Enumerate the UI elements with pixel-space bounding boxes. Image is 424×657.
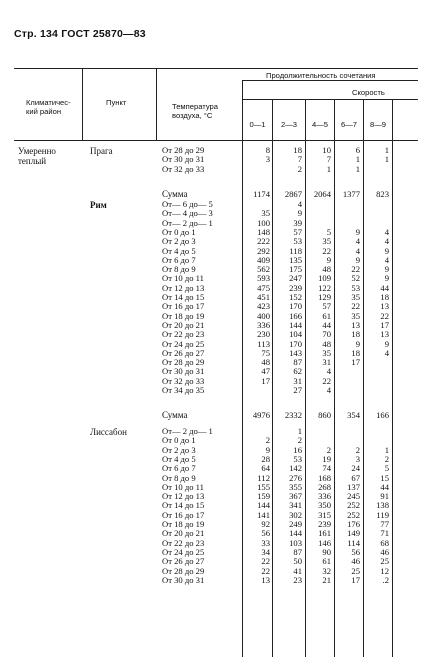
cell-value: 10 (322, 145, 331, 155)
cell-value: 46 (380, 546, 389, 557)
cell-value: 39 (293, 217, 302, 228)
temperature-range: От— 4 до— 3 (162, 208, 213, 219)
temperature-range: От 4 до 5 (162, 453, 196, 464)
temperature-range: От 28 до 29 (162, 357, 205, 368)
cell-value: 3 (355, 453, 360, 464)
cell-value: 168 (318, 472, 331, 483)
cell-value: 12 (380, 565, 389, 576)
cell-value: 22 (351, 264, 360, 275)
cell-value: 119 (376, 509, 389, 520)
col-divider-2 (156, 68, 157, 140)
cell-value: 9 (265, 444, 270, 455)
cell-value: 44 (322, 319, 331, 330)
cell-value: 276 (289, 472, 302, 483)
temperature-range: От 20 до 21 (162, 528, 205, 539)
cell-value: 367 (289, 491, 302, 502)
cell-value: 175 (289, 264, 302, 275)
cell-value: 35 (261, 208, 270, 219)
cell-value: 2 (265, 435, 270, 446)
cell-value: 249 (289, 519, 302, 529)
cell-value: 166 (289, 310, 302, 321)
cell-value: 149 (347, 528, 360, 539)
cell-value: 336 (318, 491, 331, 502)
temperature-range: От 18 до 19 (162, 519, 205, 529)
temperature-range: От— 6 до— 5 (162, 199, 213, 209)
temperature-range: От 12 до 13 (162, 282, 205, 293)
cell-value: 56 (351, 546, 360, 557)
cell-value: 562 (257, 264, 270, 275)
cell-value: 170 (289, 338, 302, 349)
city-name: Лиссабон (90, 427, 127, 437)
temperature-range: От— 2 до— 1 (162, 426, 213, 436)
cell-value: 87 (293, 546, 302, 557)
cell-value: 22 (351, 301, 360, 312)
cell-value: 104 (289, 329, 302, 340)
cell-value: 239 (289, 282, 302, 293)
sum-value: 4976 (252, 410, 270, 421)
cell-value: 9 (297, 208, 302, 219)
cell-value: 34 (261, 546, 270, 557)
cell-value: 13 (380, 301, 389, 312)
cell-value: 92 (261, 519, 270, 529)
cell-value: 122 (318, 282, 331, 293)
temperature-range: От 28 до 29 (162, 145, 205, 155)
cell-value: 57 (322, 301, 331, 312)
temperature-range: От 16 до 17 (162, 509, 205, 520)
col-divider-3 (242, 80, 243, 657)
cell-value: 161 (318, 528, 331, 539)
head-temperature: Температура воздуха, °С (172, 102, 218, 120)
temperature-range: От 26 до 27 (162, 347, 205, 358)
temperature-range: От 14 до 15 (162, 292, 205, 302)
head-region: Климатичес- кий район (26, 98, 71, 116)
cell-value: 15 (380, 472, 389, 483)
cell-value: 70 (322, 329, 331, 340)
cell-value: 146 (318, 537, 331, 548)
sum-value: 166 (376, 410, 389, 421)
cell-value: 112 (257, 472, 270, 483)
cell-value: 113 (257, 338, 270, 349)
cell-value: 28 (261, 453, 270, 464)
cell-value: 143 (289, 347, 302, 358)
cell-value: 9 (384, 245, 389, 256)
cell-value: 118 (289, 245, 302, 256)
cell-value: 35 (351, 292, 360, 302)
head-point: Пункт (106, 98, 127, 107)
speed-col-3: 4—5 (311, 120, 329, 129)
temperature-range: От 0 до 1 (162, 435, 196, 446)
cell-value: 71 (380, 528, 389, 539)
cell-value: 91 (380, 491, 389, 502)
cell-value: 87 (293, 357, 302, 368)
temperature-range: От 10 до 11 (162, 273, 204, 284)
cell-value: 4 (326, 385, 331, 395)
temperature-range: От 22 до 23 (162, 537, 205, 548)
cell-value: 350 (318, 500, 331, 511)
cell-value: 1 (355, 163, 360, 174)
cell-value: 129 (318, 292, 331, 302)
cell-value: 341 (289, 500, 302, 511)
cell-value: 176 (347, 519, 360, 529)
temperature-range: От 32 до 33 (162, 163, 205, 174)
cell-value: 268 (318, 481, 331, 492)
cell-value: 2 (297, 435, 302, 446)
temperature-range: От 24 до 25 (162, 546, 205, 557)
temperature-range: От 26 до 27 (162, 556, 205, 567)
cell-value: 32 (322, 565, 331, 576)
cell-value: 409 (257, 254, 270, 265)
cell-value: 9 (355, 338, 360, 349)
cell-value: 44 (380, 282, 389, 293)
cell-value: 25 (351, 565, 360, 576)
cell-value: 423 (257, 301, 270, 312)
cell-value: 35 (351, 310, 360, 321)
cell-value: 52 (351, 273, 360, 284)
sum-value: 1174 (253, 188, 270, 199)
temperature-range: От 28 до 29 (162, 565, 205, 576)
cell-value: 18 (351, 329, 360, 340)
speed-col-5: 8—9 (369, 120, 387, 129)
cell-value: 53 (351, 282, 360, 293)
temperature-range: От 2 до 3 (162, 236, 196, 247)
cell-value: 35 (322, 347, 331, 358)
cell-value: 22 (322, 245, 331, 256)
sum-value: 2064 (313, 188, 331, 199)
cell-value: 1 (326, 163, 331, 174)
cell-value: 53 (293, 453, 302, 464)
cell-value: 2 (355, 444, 360, 455)
sum-value: 2332 (284, 410, 302, 421)
speed-col-4: 6—7 (340, 120, 358, 129)
cell-value: 155 (257, 481, 270, 492)
cell-value: 239 (318, 519, 331, 529)
speed-col-1: 0—1 (249, 120, 266, 129)
cell-value: 302 (289, 509, 302, 520)
cell-value: 48 (322, 338, 331, 349)
cell-value: 48 (322, 264, 331, 275)
cell-value: 170 (289, 301, 302, 312)
cell-value: 35 (322, 236, 331, 247)
cell-value: 75 (261, 347, 270, 358)
cell-value: 475 (257, 282, 270, 293)
temperature-range: От 16 до 17 (162, 301, 205, 312)
cell-value: 44 (380, 481, 389, 492)
cell-value: 18 (351, 347, 360, 358)
cell-value: 17 (261, 375, 270, 386)
cell-value: 47 (261, 366, 270, 377)
head-duration: Продолжительность сочетания (266, 71, 376, 80)
cell-value: 114 (347, 537, 360, 548)
cell-value: 27 (293, 385, 302, 395)
page-header: Стр. 134 ГОСТ 25870—83 (14, 28, 146, 40)
cell-value: 46 (351, 556, 360, 567)
temperature-range: От 4 до 5 (162, 245, 196, 256)
cell-value: 4 (384, 347, 389, 358)
head-bottom-rule (14, 140, 418, 141)
cell-value: 62 (293, 366, 302, 377)
cell-value: 57 (293, 226, 302, 237)
col-divider-8 (392, 99, 393, 657)
cell-value: 25 (380, 556, 389, 567)
cell-value: 247 (289, 273, 302, 284)
temperature-range: От 12 до 13 (162, 491, 205, 502)
cell-value: 74 (322, 463, 331, 474)
temperature-range: От 30 до 31 (162, 574, 205, 585)
temperature-range: От 24 до 25 (162, 338, 205, 349)
cell-value: 148 (257, 226, 270, 237)
cell-value: 13 (261, 574, 270, 585)
cell-value: 18 (293, 145, 302, 155)
cell-value: 61 (322, 310, 331, 321)
cell-value: 144 (257, 500, 270, 511)
sum-value: 354 (347, 410, 360, 421)
cell-value: 4 (384, 236, 389, 247)
cell-value: 31 (322, 357, 331, 368)
cell-value: 22 (322, 375, 331, 386)
cell-value: 144 (289, 528, 302, 539)
cell-value: 142 (289, 463, 302, 474)
cell-value: 1 (384, 444, 389, 455)
sum-value: 823 (376, 188, 389, 199)
cell-value: 1 (384, 154, 389, 165)
cell-value: 2 (326, 444, 331, 455)
cell-value: 4 (297, 199, 302, 209)
cell-value: 21 (322, 574, 331, 585)
temperature-range: От 2 до 3 (162, 444, 196, 455)
temperature-range: От 10 до 11 (162, 481, 204, 492)
sum-value: 1377 (342, 188, 360, 199)
cell-value: 5 (326, 226, 331, 237)
temperature-range: От— 2 до— 1 (162, 217, 213, 228)
cell-value: 137 (347, 481, 360, 492)
temperature-range: От 20 до 21 (162, 319, 205, 330)
cell-value: 135 (289, 254, 302, 265)
cell-value: 3 (265, 154, 270, 165)
cell-value: 222 (257, 236, 270, 247)
cell-value: 144 (289, 319, 302, 330)
cell-value: 103 (289, 537, 302, 548)
cell-value: 1 (355, 154, 360, 165)
cell-value: 68 (380, 537, 389, 548)
cell-value: 48 (261, 357, 270, 368)
cell-value: 64 (261, 463, 270, 474)
cell-value: 22 (380, 310, 389, 321)
cell-value: 22 (261, 565, 270, 576)
cell-value: 7 (297, 154, 302, 165)
temperature-range: От 8 до 9 (162, 264, 196, 275)
sum-value: 860 (318, 410, 331, 421)
cell-value: 24 (351, 463, 360, 474)
cell-value: 451 (257, 292, 270, 302)
cell-value: 33 (261, 537, 270, 548)
cell-value: 593 (257, 273, 270, 284)
cell-value: 400 (257, 310, 270, 321)
cell-value: 152 (289, 292, 302, 302)
cell-value: 252 (347, 500, 360, 511)
cell-value: 9 (355, 254, 360, 265)
cell-value: 61 (322, 556, 331, 567)
temperature-range: От 6 до 7 (162, 463, 196, 474)
cell-value: 9 (326, 254, 331, 265)
cell-value: 17 (351, 357, 360, 368)
cell-value: 50 (293, 556, 302, 567)
cell-value: 7 (326, 154, 331, 165)
cell-value: 315 (318, 509, 331, 520)
cell-value: 245 (347, 491, 360, 502)
temperature-range: От 34 до 35 (162, 385, 205, 395)
cell-value: 9 (384, 338, 389, 349)
cell-value: 17 (351, 574, 360, 585)
head-speed: Скорость (352, 88, 385, 97)
col-divider-1 (82, 68, 83, 140)
cell-value: 18 (380, 292, 389, 302)
cell-value: 230 (257, 329, 270, 340)
cell-value: 22 (261, 556, 270, 567)
cell-value: 53 (293, 236, 302, 247)
duration-rule (242, 80, 418, 81)
cell-value: 4 (355, 245, 360, 256)
cell-value: 13 (351, 319, 360, 330)
speed-col-2: 2—3 (280, 120, 298, 129)
cell-value: 4 (384, 254, 389, 265)
cell-value: 19 (322, 453, 331, 464)
cell-value: 159 (257, 491, 270, 502)
cell-value: 4 (326, 366, 331, 377)
cell-value: 1 (384, 145, 389, 155)
cell-value: 17 (380, 319, 389, 330)
cell-value: 13 (380, 329, 389, 340)
cell-value: 41 (293, 565, 302, 576)
city-name: Рим (90, 200, 107, 210)
cell-value: 4 (355, 236, 360, 247)
cell-value: 67 (351, 472, 360, 483)
cell-value: 336 (257, 319, 270, 330)
cell-value: 9 (384, 273, 389, 284)
temperature-range: От 14 до 15 (162, 500, 205, 511)
cell-value: 141 (257, 509, 270, 520)
temperature-range: От 22 до 23 (162, 329, 205, 340)
col-divider-4 (272, 99, 273, 657)
temperature-range: От 0 до 1 (162, 226, 196, 237)
cell-value: 2 (297, 163, 302, 174)
temperature-range: От 30 до 31 (162, 366, 205, 377)
cell-value: 100 (257, 217, 270, 228)
temperature-range: От 8 до 9 (162, 472, 196, 483)
cell-value: 4 (384, 226, 389, 237)
temperature-range: От 18 до 19 (162, 310, 205, 321)
sum-label: Сумма (162, 410, 188, 421)
cell-value: 138 (376, 500, 389, 511)
temperature-range: От 32 до 33 (162, 375, 205, 386)
cell-value: 5 (384, 463, 389, 474)
cell-value: 355 (289, 481, 302, 492)
cell-value: 9 (355, 226, 360, 237)
sum-value: 2867 (284, 188, 302, 199)
cell-value: 109 (318, 273, 331, 284)
cell-value: 1 (297, 426, 302, 436)
cell-value: 9 (384, 264, 389, 275)
table-top-rule (14, 68, 418, 69)
cell-value: 23 (293, 574, 302, 585)
cell-value: 2 (384, 453, 389, 464)
temperature-range: От 30 до 31 (162, 154, 205, 165)
region-name: Умеренно теплый (18, 146, 56, 166)
cell-value: 6 (355, 145, 360, 155)
cell-value: 16 (293, 444, 302, 455)
cell-value: 31 (293, 375, 302, 386)
cell-value: 90 (322, 546, 331, 557)
temperature-range: От 6 до 7 (162, 254, 196, 265)
cell-value: 292 (257, 245, 270, 256)
cell-value: 252 (347, 509, 360, 520)
cell-value: 8 (265, 145, 270, 155)
cell-value: .2 (382, 574, 389, 585)
sum-label: Сумма (162, 188, 188, 199)
cell-value: 56 (261, 528, 270, 539)
city-name: Прага (90, 146, 113, 156)
cell-value: 77 (380, 519, 389, 529)
